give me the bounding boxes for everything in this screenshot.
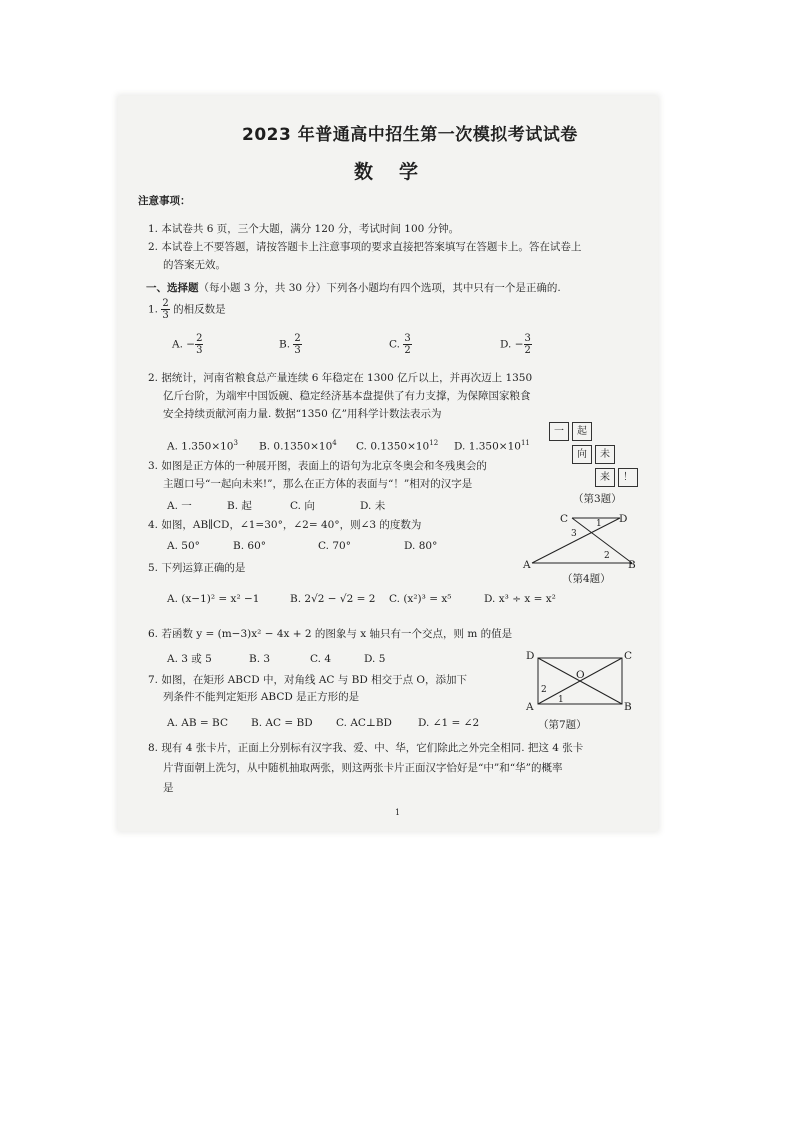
option-b[interactable]: B. 3 — [249, 653, 271, 665]
figure-caption: （第3题） — [573, 493, 622, 505]
question-3-line: 3. 如图是正方体的一种展开图，表面上的语句为北京冬奥会和冬残奥会的 — [148, 460, 487, 472]
point-label: D — [526, 650, 535, 662]
option-b[interactable]: B. AC = BD — [251, 717, 313, 729]
rectangle-figure — [526, 648, 636, 732]
question-8-line: 片背面朝上洗匀，从中随机抽取两张，则这两张卡片正面汉字恰好是“中”和“华”的概率 — [163, 762, 563, 774]
numerator: 3 — [404, 333, 411, 344]
point-label: B — [628, 559, 636, 571]
exponent: 11 — [520, 439, 530, 447]
option-a[interactable] — [167, 436, 238, 454]
point-label: C — [560, 513, 569, 525]
option-d[interactable] — [454, 436, 530, 454]
exponent: 3 — [233, 439, 238, 447]
fraction — [524, 333, 532, 356]
angle-label: 2 — [541, 685, 547, 695]
option-text: A. 1.350×10 — [167, 440, 234, 453]
denominator: 3 — [162, 310, 169, 321]
option-text: B. 0.1350×10 — [259, 440, 333, 453]
option-c[interactable] — [356, 436, 438, 454]
cube-cell: 来 — [595, 468, 615, 487]
page-number: 1 — [395, 808, 401, 817]
option-d[interactable]: D. ∠1 = ∠2 — [418, 717, 480, 729]
question-7-line: 7. 如图，在矩形 ABCD 中，对角线 AC 与 BD 相交于点 O，添加下 — [148, 674, 468, 686]
question-8-line: 8. 现有 4 张卡片，正面上分别标有汉字我、爱、中、华，它们除此之外完全相同. 把这 4 张卡 — [148, 742, 584, 754]
subject-title: 数学 — [354, 161, 445, 183]
numerator: 2 — [294, 333, 301, 344]
denominator: 3 — [196, 345, 203, 356]
figure-caption: （第4题） — [562, 573, 611, 585]
option-d[interactable]: D. x³ ÷ x = x² — [484, 593, 556, 605]
option-b[interactable] — [279, 333, 302, 356]
option-text: C. 0.1350×10 — [356, 440, 430, 453]
option-c[interactable]: C. 4 — [310, 653, 332, 665]
section-label: 一、选择题 — [146, 282, 199, 294]
numerator: 2 — [196, 333, 203, 344]
cube-cell: 向 — [572, 445, 592, 464]
angle-label: 1 — [596, 519, 602, 529]
section-desc: （每小题 3 分，共 30 分）下列各小题均有四个选项，其中只有一个是正确的. — [198, 282, 561, 294]
notice-heading: 注意事项： — [138, 195, 191, 207]
option-d[interactable] — [500, 333, 532, 356]
option-label: B. — [279, 338, 291, 351]
question-text: 的相反数是 — [173, 303, 226, 316]
option-b[interactable]: B. 60° — [233, 540, 267, 552]
option-a[interactable]: A. 一 — [167, 500, 192, 512]
option-c[interactable]: C. 向 — [290, 500, 315, 512]
cube-cell: ！ — [618, 468, 638, 487]
angle-label: 3 — [571, 529, 577, 539]
question-number: 1. — [148, 303, 159, 316]
numerator: 3 — [524, 333, 531, 344]
question-5-line: 5. 下列运算正确的是 — [148, 562, 246, 574]
option-a[interactable]: A. 50° — [167, 540, 200, 552]
option-label: A. — [172, 338, 183, 351]
fraction — [161, 298, 169, 321]
option-a[interactable] — [172, 333, 203, 356]
option-a[interactable]: A. AB = BC — [167, 717, 228, 729]
fraction — [403, 333, 411, 356]
sign: − — [186, 338, 196, 351]
option-label: C. — [389, 338, 400, 351]
option-d[interactable]: D. 未 — [360, 500, 386, 512]
cube-cell: 起 — [572, 422, 592, 441]
point-label: O — [576, 669, 585, 681]
option-d[interactable]: D. 80° — [404, 540, 438, 552]
angle-label: 1 — [558, 695, 564, 705]
option-b[interactable] — [259, 436, 337, 454]
exponent: 12 — [429, 439, 439, 447]
option-c[interactable] — [389, 333, 412, 356]
exponent: 4 — [332, 439, 337, 447]
denominator: 2 — [404, 345, 411, 356]
option-d[interactable]: D. 5 — [364, 653, 386, 665]
sign: − — [514, 338, 524, 351]
question-7-line: 列条件不能判定矩形 ABCD 是正方形的是 — [163, 691, 360, 703]
notice-item: 1. 本试卷共 6 页，三个大题，满分 120 分，考试时间 100 分钟。 — [148, 223, 460, 235]
denominator: 2 — [524, 345, 531, 356]
question-2-line: 亿斤台阶，为端牢中国饭碗、稳定经济基本盘提供了有力支撑，为保障国家粮食 — [163, 390, 531, 402]
cube-cell: 一 — [549, 422, 569, 441]
question-2-line: 安全持续贡献河南力量. 数据“1350 亿”用科学计数法表示为 — [163, 408, 442, 420]
point-label: B — [624, 701, 632, 713]
parallel-lines-figure — [520, 510, 646, 592]
cube-cell: 未 — [595, 445, 615, 464]
option-c[interactable]: C. (x²)³ = x⁵ — [389, 593, 452, 605]
point-label: A — [526, 701, 534, 713]
question-6-line: 6. 若函数 y = (m−3)x² − 4x + 2 的图象与 x 轴只有一个交点，则 m 的值是 — [148, 628, 513, 640]
option-c[interactable]: C. 70° — [318, 540, 351, 552]
point-label: D — [619, 513, 628, 525]
notice-item: 的答案无效。 — [163, 259, 226, 271]
option-b[interactable]: B. 起 — [227, 500, 252, 512]
point-label: C — [624, 650, 633, 662]
fraction — [293, 333, 301, 356]
angle-label: 2 — [604, 551, 610, 561]
option-label: D. — [500, 338, 512, 351]
exam-title: 2023 年普通高中招生第一次模拟考试试卷 — [242, 125, 578, 145]
question-1 — [148, 298, 226, 321]
question-2-line: 2. 据统计，河南省粮食总产量连续 6 年稳定在 1300 亿斤以上，并再次迈上 1350 — [148, 372, 533, 384]
question-4-line: 4. 如图，AB∥CD，∠1=30°，∠2= 40°，则∠3 的度数为 — [148, 519, 422, 531]
option-text: D. 1.350×10 — [454, 440, 521, 453]
option-a[interactable]: A. (x−1)² = x² −1 — [167, 593, 260, 605]
notice-item: 2. 本试卷上不要答题，请按答题卡上注意事项的要求直接把答案填写在答题卡上。答在试卷上 — [148, 241, 582, 253]
denominator: 3 — [294, 345, 301, 356]
point-label: A — [523, 559, 531, 571]
section-heading — [146, 281, 561, 295]
option-a[interactable]: A. 3 或 5 — [167, 653, 212, 665]
option-b[interactable]: B. 2√2 − √2 = 2 — [290, 593, 376, 605]
numerator: 2 — [162, 298, 169, 309]
question-3-line: 主题口号“一起向未来!”，那么在正方体的表面与“！”相对的汉字是 — [163, 478, 473, 490]
fraction — [195, 333, 203, 356]
figure-caption: （第7题） — [538, 719, 587, 731]
option-c[interactable]: C. AC⊥BD — [336, 717, 392, 729]
question-8-line: 是 — [163, 782, 174, 794]
